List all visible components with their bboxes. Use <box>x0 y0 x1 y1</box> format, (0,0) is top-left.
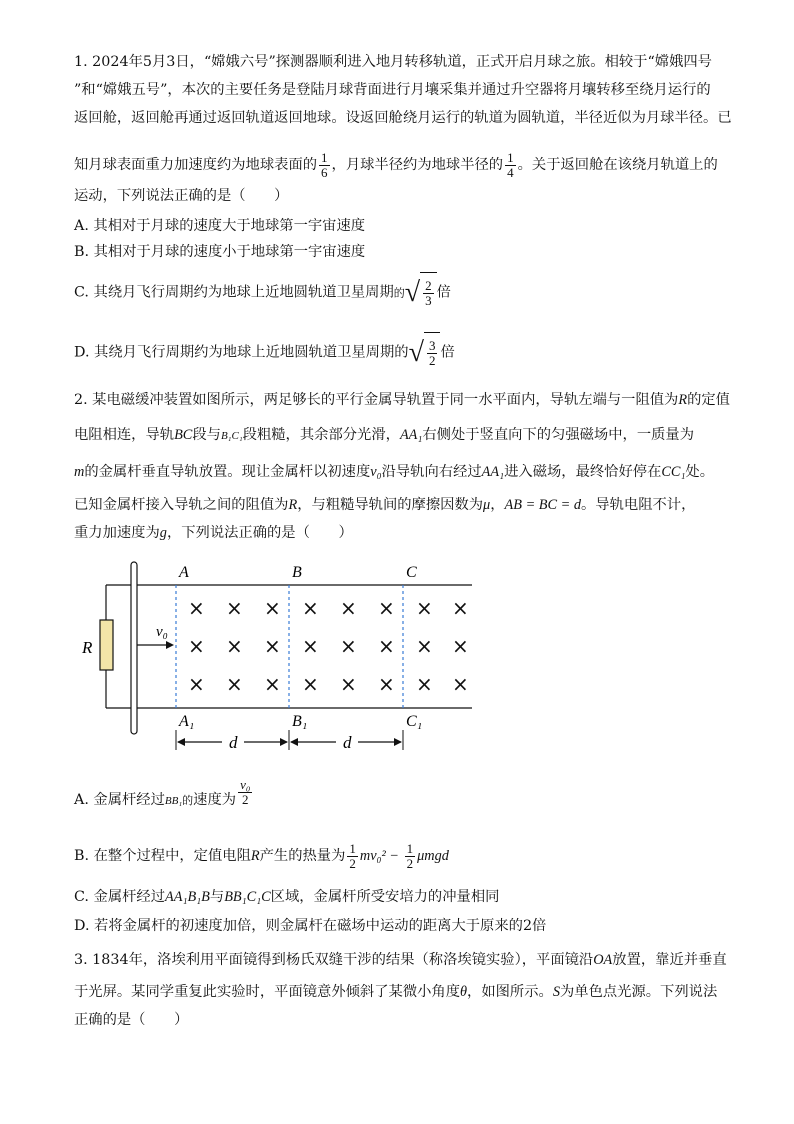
field-cross: × <box>340 634 357 658</box>
field-cross: × <box>264 596 281 620</box>
metal-rod <box>131 562 137 734</box>
q3-line-1: 3. 1834年，洛埃利用平面镜得到杨氏双缝干涉的结果（称洛埃镜实验），平面镜沿OA放置，靠近并垂直 <box>74 952 727 968</box>
field-cross: × <box>264 672 281 696</box>
q1-line-5: 运动，下列说法正确的是（ ） <box>74 188 289 204</box>
q2-option-c: C. 金属杆经过AA₁B₁B与BB₁C₁C区域，金属杆所受安培力的冲量相同 <box>74 889 500 905</box>
label-A1: A₁ <box>179 713 195 730</box>
label-C: C <box>406 564 417 581</box>
sqrt-three-halves: √ $\frac{3}{2}$ <box>409 332 441 373</box>
field-cross: × <box>378 672 395 696</box>
q2-line-3: m的金属杆垂直导轨放置。现让金属杆以初速度v₀沿导轨向右经过AA₁进入磁场，最终恰好停在CC₁处。 <box>74 464 715 480</box>
field-cross: × <box>226 672 243 696</box>
label-A: A <box>179 564 189 581</box>
q2-line-1: 2. 某电磁缓冲装置如图所示，两足够长的平行金属导轨置于同一水平面内，导轨左端与一阻值为R的定值 <box>74 392 730 408</box>
q2-option-b: B. 在整个过程中，定值电阻R产生的热量为 $\frac{1}{2}$ mv₀² − $\frac{1}{2}$ μmgd <box>74 840 449 871</box>
q1-line-3: 返回舱，返回舱再通过返回轨道返回地球。设返回舱绕月运行的轨道为圆轨道，半径近似为月球半径。已 <box>74 110 732 126</box>
field-cross: × <box>188 596 205 620</box>
field-cross: × <box>226 634 243 658</box>
label-R: R <box>82 638 93 657</box>
field-cross: × <box>340 596 357 620</box>
field-cross: × <box>302 634 319 658</box>
label-d-1: d <box>229 733 238 752</box>
q3-line-3: 正确的是（ ） <box>74 1012 189 1028</box>
q3-line-2: 于光屏。某同学重复此实验时，平面镜意外倾斜了某微小角度θ，如图所示。S为单色点光源。下列说法 <box>74 984 718 1000</box>
field-cross: × <box>378 634 395 658</box>
resistor <box>100 620 113 670</box>
field-cross: × <box>340 672 357 696</box>
label-v0: v₀ <box>156 624 168 640</box>
q1-option-a: A. 其相对于月球的速度大于地球第一宇宙速度 <box>74 218 366 234</box>
q2-line-5: 重力加速度为g，下列说法正确的是（ ） <box>74 525 353 541</box>
q1-option-b: B. 其相对于月球的速度小于地球第一宇宙速度 <box>74 244 366 260</box>
field-cross: × <box>264 634 281 658</box>
field-cross: × <box>416 634 433 658</box>
q1-line-1: 1. 2024年5月3日，“嫦娥六号”探测器顺利进入地月转移轨道，正式开启月球之旅。相较于“嫦娥四号 <box>74 54 712 70</box>
label-B: B <box>292 564 302 581</box>
field-cross: × <box>452 672 469 696</box>
fraction-v0-over-2: $\frac{\text{v₀}}{2}$ <box>240 777 251 807</box>
label-B1: B₁ <box>292 713 308 730</box>
q1-line-2: ”和“嫦娥五号”，本次的主要任务是登陆月球背面进行月壤采集并通过升空器将月壤转移至绕月运行的 <box>74 82 711 98</box>
rail-magnetic-field-diagram <box>74 560 484 760</box>
q1-option-d: D. 其绕月飞行周期约为地球上近地圆轨道卫星周期的 √ $\frac{3}{2}$ 倍 <box>74 332 455 373</box>
q1-line-4c: 。关于返回舱在该绕月轨道上的 <box>517 157 718 173</box>
field-cross: × <box>188 634 205 658</box>
label-d-2: d <box>343 733 352 752</box>
field-cross: × <box>416 596 433 620</box>
field-cross: × <box>452 596 469 620</box>
q1-option-c: C. 其绕月飞行周期约为地球上近地圆轨道卫星周期的 √ $\frac{2}{3}$ 倍 <box>74 272 451 314</box>
q1-line-4 <box>74 150 718 180</box>
field-cross: × <box>378 596 395 620</box>
field-cross: × <box>302 672 319 696</box>
q2-line-4: 已知金属杆接入导轨之间的阻值为R，与粗糙导轨间的摩擦因数为μ，AB = BC = d。导轨电阻不计， <box>74 497 696 513</box>
fraction-one-sixth: $\frac{1}{6}$ <box>321 149 328 180</box>
magnetic-field-crosses <box>188 596 469 696</box>
q2-option-d: D. 若将金属杆的初速度加倍，则金属杆在磁场中运动的距离大于原来的2倍 <box>74 918 547 934</box>
field-cross: × <box>188 672 205 696</box>
field-cross: × <box>226 596 243 620</box>
q1-line-4b: ，月球半径约为地球半径的 <box>331 157 504 173</box>
field-cross: × <box>302 596 319 620</box>
fraction-one-fourth: $\frac{1}{4}$ <box>507 149 514 180</box>
q1-line-4a: 知月球表面重力加速度约为地球表面的 <box>74 157 318 173</box>
label-C1: C₁ <box>406 713 423 730</box>
sqrt-two-thirds: √ $\frac{2}{3}$ <box>405 272 437 313</box>
field-cross: × <box>416 672 433 696</box>
field-cross: × <box>452 634 469 658</box>
q2-line-2: 电阻相连，导轨BC段与B₁C₁段粗糙，其余部分光滑，AA₁右侧处于竖直向下的匀强磁场中，一质量为 <box>74 427 695 443</box>
q2-option-a: A. 金属杆经过BB₁的速度为 $\frac{\text{v₀}}{2}$ <box>74 777 251 808</box>
